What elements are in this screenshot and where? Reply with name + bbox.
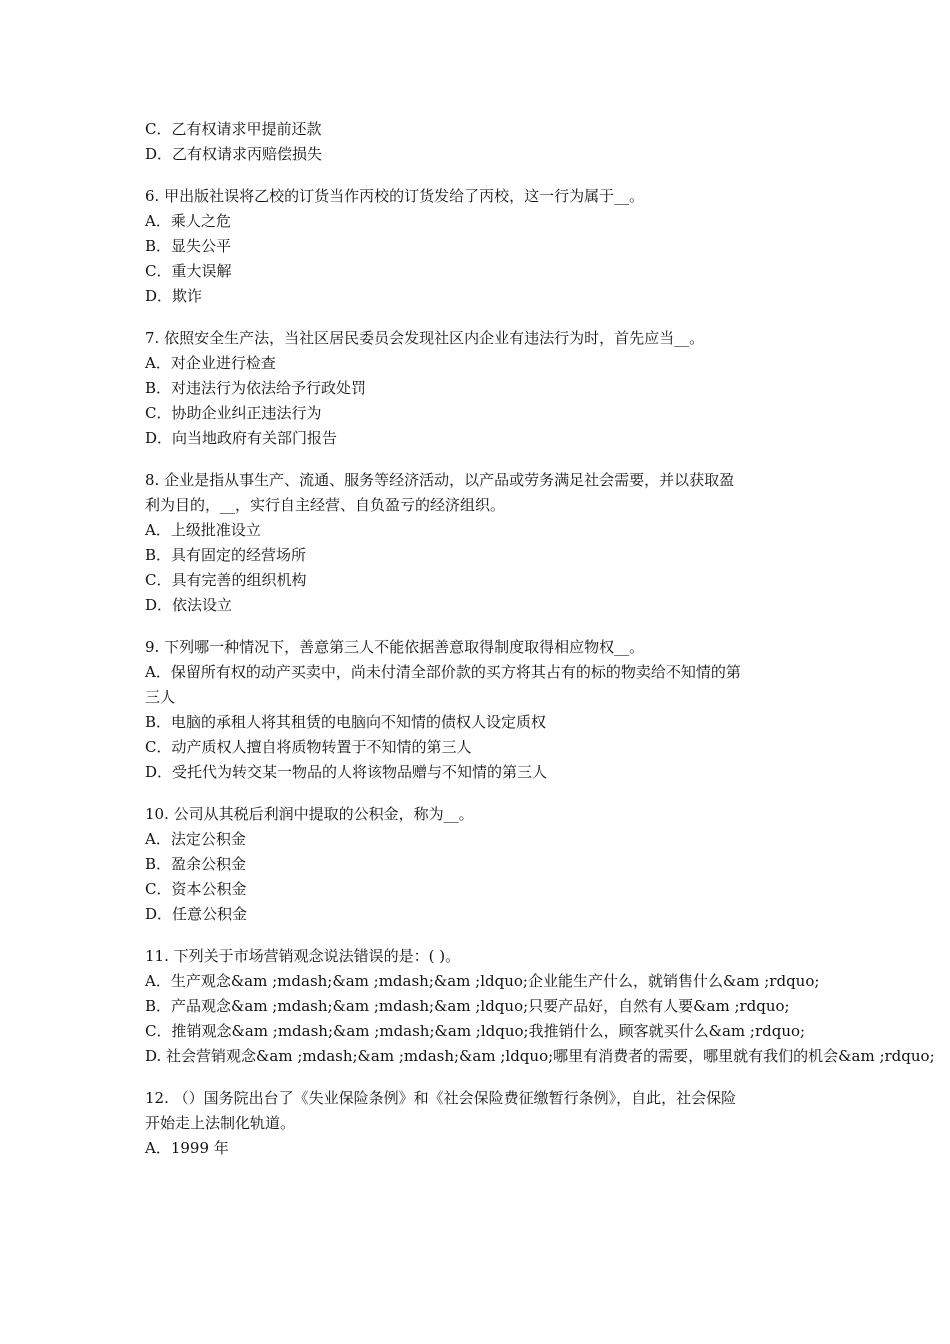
text-line: D．受托代为转交某一物品的人将该物品赠与不知情的第三人 [145, 763, 548, 781]
question-stem: 8. 企业是指从事生产、流通、服务等经济活动，以产品或劳务满足社会需要，并以获取盈 [145, 471, 735, 489]
text-line: A．对企业进行检查 [145, 354, 276, 372]
text-line: C．协助企业纠正违法行为 [145, 404, 322, 422]
text-line: 开始走上法制化轨道。 [145, 1114, 296, 1132]
text-line: A．保留所有权的动产买卖中，尚未付清全部价款的买方将其占有的标的物卖给不知情的第 [145, 663, 741, 681]
text-line: B．盈余公积金 [145, 855, 247, 873]
text-line: D. 社会营销观念&am ;mdash;&am ;mdash;&am ;ldquo;哪里有消费者的需要，哪里就有我们的机会&am ;rdquo; [145, 1047, 935, 1065]
text-line: D．依法设立 [145, 596, 233, 614]
question-block [145, 184, 845, 309]
block-gap [145, 618, 845, 635]
text-line: A．法定公积金 [145, 830, 246, 848]
text-line: B．产品观念&am ;mdash;&am ;mdash;&am ;ldquo;只要产品好，自然有人要&am ;rdquo; [145, 997, 790, 1015]
block-gap [145, 785, 845, 802]
question-block [145, 944, 935, 1069]
question-block [145, 1086, 845, 1161]
question-stem: 12. （）国务院出台了《失业保险条例》和《社会保险费征缴暂行条例》，自此，社会保险 [145, 1089, 737, 1107]
block-gap [145, 1069, 845, 1086]
question-stem: 9. 下列哪一种情况下，善意第三人不能依据善意取得制度取得相应物权__。 [145, 638, 645, 656]
question-stem: 6. 甲出版社误将乙校的订货当作丙校的订货发给了丙校，这一行为属于__。 [145, 187, 645, 205]
text-line: 三人 [145, 688, 176, 706]
text-line: C．重大误解 [145, 262, 232, 280]
text-line: B．显失公平 [145, 237, 232, 255]
text-line: D．欺诈 [145, 287, 203, 305]
text-line: C．动产质权人擅自将质物转置于不知情的第三人 [145, 738, 472, 756]
text-line: A．上级批准设立 [145, 521, 261, 539]
text-line: C．乙有权请求甲提前还款 [145, 120, 322, 138]
question-stem: 7. 依照安全生产法，当社区居民委员会发现社区内企业有违法行为时，首先应当__。 [145, 329, 705, 347]
text-line: D．乙有权请求丙赔偿损失 [145, 145, 323, 163]
text-line: D．向当地政府有关部门报告 [145, 429, 338, 447]
text-line: A．乘人之危 [145, 212, 231, 230]
text-line: D．任意公积金 [145, 905, 248, 923]
text-line: C．资本公积金 [145, 880, 247, 898]
question-stem: 10. 公司从其税后利润中提取的公积金，称为__。 [145, 805, 474, 823]
text-line: B．电脑的承租人将其租赁的电脑向不知情的债权人设定质权 [145, 713, 547, 731]
text-line: B．对违法行为依法给予行政处罚 [145, 379, 367, 397]
question-block [145, 802, 845, 927]
question-list [145, 117, 935, 1161]
question-block [145, 117, 845, 167]
question-block [145, 635, 845, 785]
question-block [145, 468, 845, 618]
block-gap [145, 927, 845, 944]
text-line: A．生产观念&am ;mdash;&am ;mdash;&am ;ldquo;企业能生产什么，就销售什么&am ;rdquo; [145, 972, 820, 990]
block-gap [145, 451, 845, 468]
block-gap [145, 167, 845, 184]
text-line: C．推销观念&am ;mdash;&am ;mdash;&am ;ldquo;我推销什么，顾客就买什么&am ;rdquo; [145, 1022, 806, 1040]
question-stem: 11. 下列关于市场营销观念说法错误的是：( )。 [145, 947, 461, 965]
question-block [145, 326, 845, 451]
text-line: C．具有完善的组织机构 [145, 571, 307, 589]
block-gap [145, 309, 845, 326]
text-line: B．具有固定的经营场所 [145, 546, 307, 564]
text-line: A．1999 年 [145, 1139, 229, 1157]
text-line: 利为目的，__，实行自主经营、自负盈亏的经济组织。 [145, 496, 506, 514]
